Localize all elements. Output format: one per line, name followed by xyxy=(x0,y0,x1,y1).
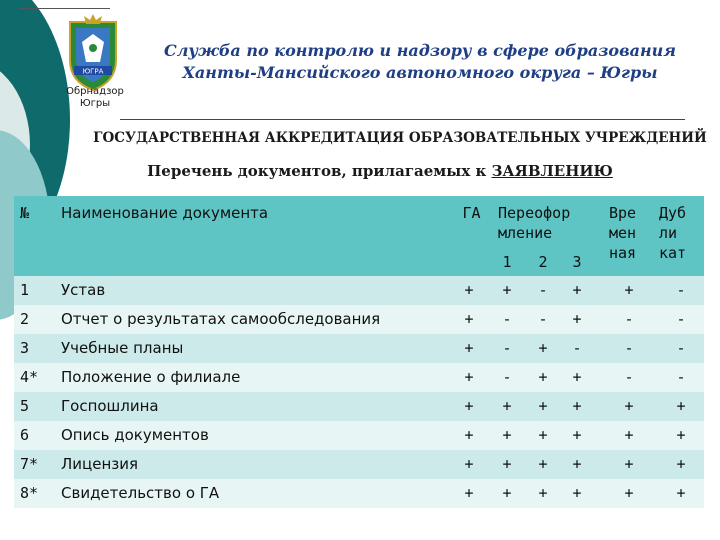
header-ga: ГА xyxy=(462,204,481,222)
header-dup-line1: Дуб xyxy=(659,204,687,222)
row-name: Свидетельство о ГА xyxy=(61,484,220,502)
row-reform-2: - xyxy=(538,281,548,299)
row-dup: - xyxy=(676,281,686,299)
row-reform-3: + xyxy=(572,484,582,502)
row-temp: + xyxy=(624,281,634,299)
header-reform-line1: Переофор xyxy=(498,204,571,222)
emblem-ribbon-text: ЮГРА xyxy=(82,67,104,76)
row-temp: - xyxy=(624,339,634,357)
row-dup: + xyxy=(676,426,686,444)
row-temp: + xyxy=(624,397,634,415)
row-reform-1: + xyxy=(502,455,512,473)
row-name: Госпошлина xyxy=(61,397,159,415)
header-reform xyxy=(498,196,610,246)
list-title-prefix: Перечень документов, прилагаемых к xyxy=(147,162,492,180)
row-dup: - xyxy=(676,368,686,386)
header-temp-line2: мен xyxy=(609,224,637,242)
row-reform-2: + xyxy=(538,397,548,415)
header-sub-2: 2 xyxy=(538,253,548,271)
row-name: Опись документов xyxy=(61,426,209,444)
row-name: Учебные планы xyxy=(61,339,184,357)
organization-title-line2: Ханты-Мансийского автономного округа – Югры xyxy=(182,63,658,82)
row-reform-1: + xyxy=(502,397,512,415)
header-sub-1: 1 xyxy=(502,253,512,271)
row-dup: + xyxy=(676,455,686,473)
emblem-caption-line1: Обрнадзор xyxy=(66,86,124,97)
row-temp: - xyxy=(624,310,634,328)
row-ga: + xyxy=(464,455,474,473)
row-reform-3: - xyxy=(572,339,582,357)
row-num: 5 xyxy=(20,397,30,415)
row-reform-3: + xyxy=(572,368,582,386)
row-num: 3 xyxy=(20,339,30,357)
header-num: № xyxy=(20,204,30,222)
row-num: 7* xyxy=(20,455,39,473)
header-reform-line2: мление xyxy=(498,224,553,242)
row-temp: + xyxy=(624,484,634,502)
row-num: 4* xyxy=(20,368,39,386)
row-reform-2: + xyxy=(538,339,548,357)
row-dup: + xyxy=(676,484,686,502)
row-name: Лицензия xyxy=(61,455,139,473)
header-temp-line1: Вре xyxy=(609,204,637,222)
top-divider xyxy=(20,8,110,9)
row-reform-3: + xyxy=(572,426,582,444)
row-temp: - xyxy=(624,368,634,386)
row-temp: + xyxy=(624,426,634,444)
row-num: 2 xyxy=(20,310,30,328)
row-reform-1: + xyxy=(502,426,512,444)
row-reform-3: + xyxy=(572,281,582,299)
header-sub-3: 3 xyxy=(572,253,582,271)
organization-title xyxy=(160,40,680,84)
table-row xyxy=(14,450,704,479)
row-ga: + xyxy=(464,310,474,328)
row-dup: - xyxy=(676,310,686,328)
header-name: Наименование документа xyxy=(61,204,269,222)
row-reform-2: + xyxy=(538,368,548,386)
section-heading: ГОСУДАРСТВЕННАЯ АККРЕДИТАЦИЯ ОБРАЗОВАТЕЛЬНЫХ УЧРЕЖДЕНИЙ xyxy=(93,130,707,146)
organization-title-line1: Служба по контролю и надзору в сфере образования xyxy=(163,41,677,60)
row-name: Устав xyxy=(61,281,106,299)
coat-of-arms-icon xyxy=(60,12,126,94)
header-divider xyxy=(120,119,685,120)
table-row xyxy=(14,334,704,363)
row-reform-2: + xyxy=(538,426,548,444)
row-dup: + xyxy=(676,397,686,415)
emblem-caption-line2: Югры xyxy=(79,98,111,109)
row-reform-1: - xyxy=(502,339,512,357)
table-row xyxy=(14,276,704,305)
row-reform-3: + xyxy=(572,397,582,415)
header-temp-line3: ная xyxy=(609,244,637,262)
row-reform-1: + xyxy=(502,484,512,502)
row-ga: + xyxy=(464,397,474,415)
row-ga: + xyxy=(464,339,474,357)
row-ga: + xyxy=(464,484,474,502)
list-title xyxy=(90,162,670,180)
row-ga: + xyxy=(464,426,474,444)
header-temp xyxy=(609,196,654,274)
row-reform-2: + xyxy=(538,484,548,502)
row-name: Положение о филиале xyxy=(61,368,241,386)
row-reform-1: + xyxy=(502,281,512,299)
header-dup-line3: кат xyxy=(659,244,687,262)
table-row xyxy=(14,363,704,392)
table-row xyxy=(14,479,704,508)
row-reform-2: - xyxy=(538,310,548,328)
row-temp: + xyxy=(624,455,634,473)
list-title-underlined: ЗАЯВЛЕНИЮ xyxy=(491,162,613,180)
row-ga: + xyxy=(464,281,474,299)
table-row xyxy=(14,305,704,334)
header-dup-line2: ли xyxy=(659,224,678,242)
table-row xyxy=(14,392,704,421)
row-num: 1 xyxy=(20,281,30,299)
row-ga: + xyxy=(464,368,474,386)
row-num: 6 xyxy=(20,426,30,444)
row-reform-2: + xyxy=(538,455,548,473)
row-reform-3: + xyxy=(572,310,582,328)
table-row xyxy=(14,421,704,450)
emblem-caption xyxy=(56,86,134,110)
header-dup xyxy=(659,196,704,274)
row-num: 8* xyxy=(20,484,39,502)
row-reform-3: + xyxy=(572,455,582,473)
row-dup: - xyxy=(676,339,686,357)
row-reform-1: - xyxy=(502,368,512,386)
row-name: Отчет о результатах самообследования xyxy=(61,310,381,328)
row-reform-1: - xyxy=(502,310,512,328)
